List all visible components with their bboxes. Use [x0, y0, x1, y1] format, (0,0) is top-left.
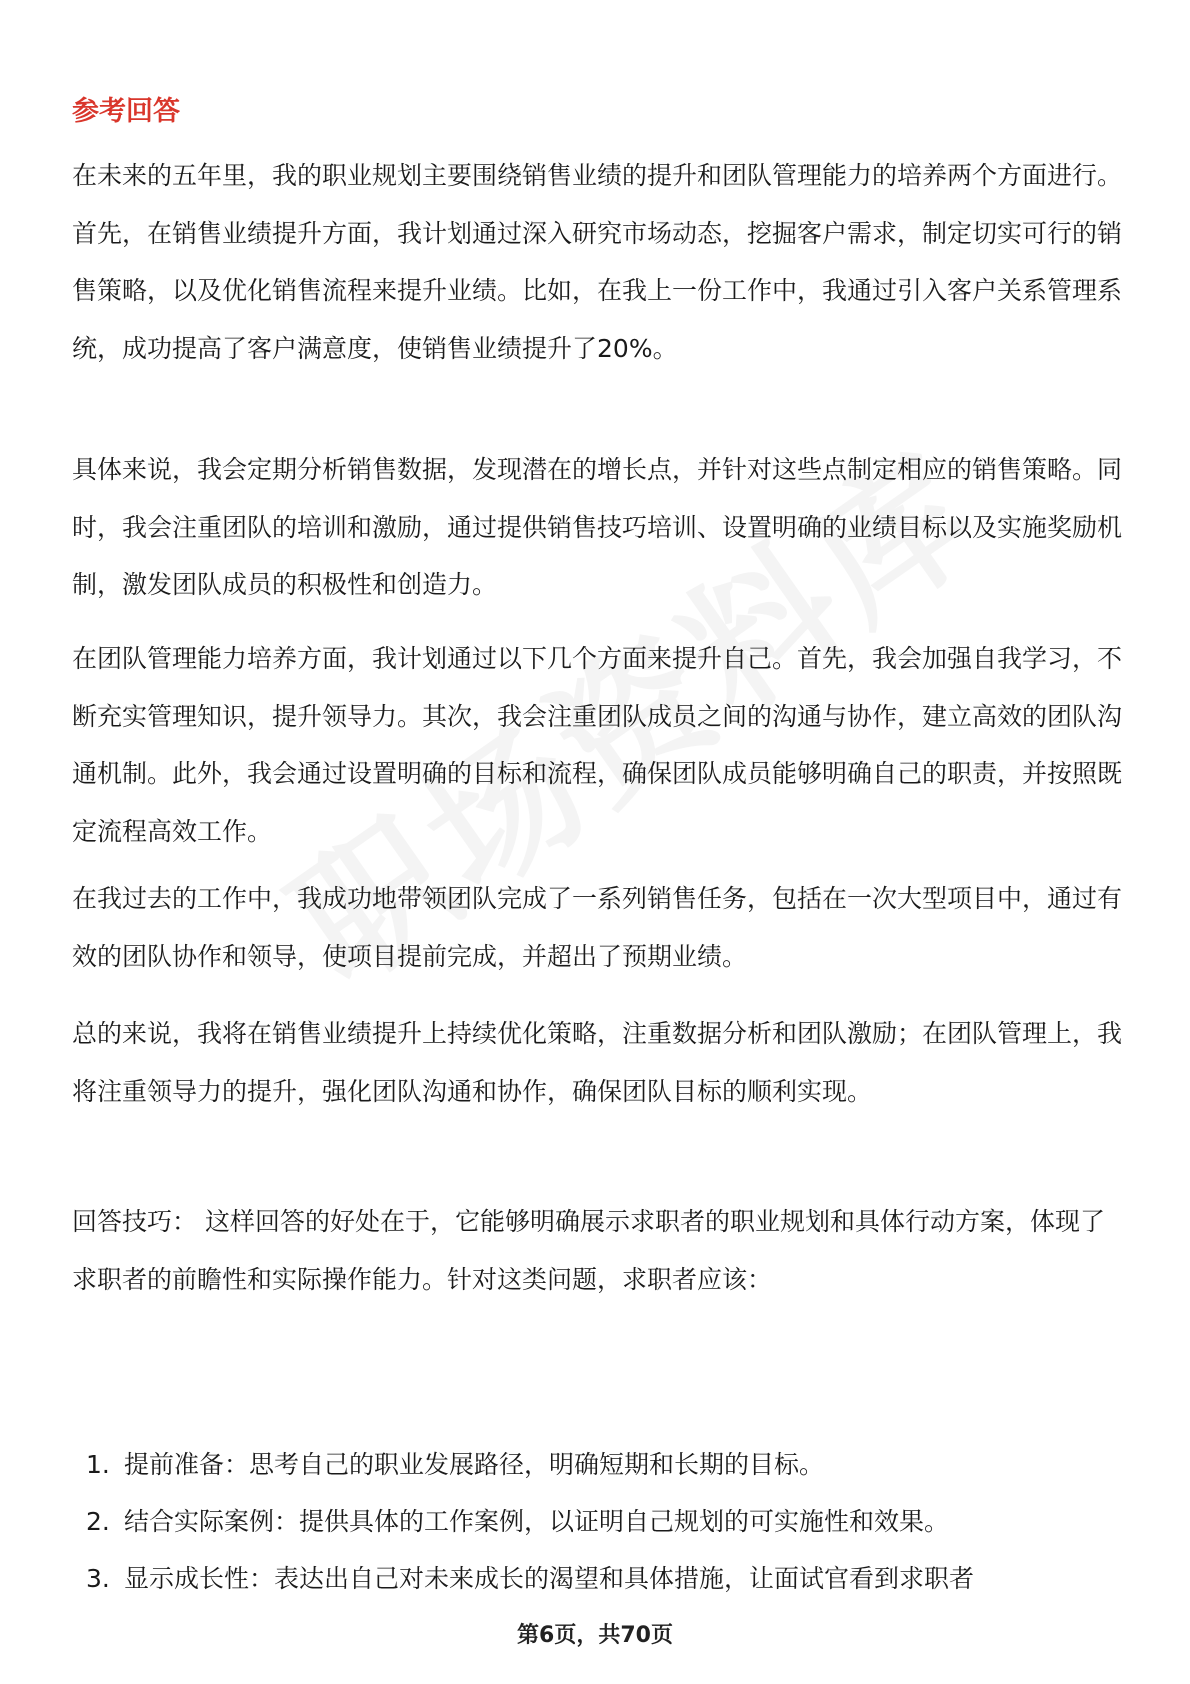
list-item-number: 3.	[86, 1564, 110, 1593]
list-item-text: 结合实际案例：提供具体的工作案例，以证明自己规划的可实施性和效果。	[124, 1507, 950, 1536]
list-item-text: 提前准备：思考自己的职业发展路径，明确短期和长期的目标。	[124, 1450, 825, 1479]
paragraph: 总的来说，我将在销售业绩提升上持续优化策略，注重数据分析和团队激励；在团队管理上，我将注重领导力的提升，强化团队沟通和协作，确保团队目标的顺利实现。	[72, 1019, 1123, 1106]
tips-paragraph: 回答技巧： 这样回答的好处在于，它能够明确展示求职者的职业规划和具体行动方案，体现了求职者的前瞻性和实际操作能力。针对这类问题，求职者应该：	[72, 1207, 1105, 1294]
paragraph: 具体来说，我会定期分析销售数据，发现潜在的增长点，并针对这些点制定相应的销售策略。同时，我会注重团队的培训和激励，通过提供销售技巧培训、设置明确的业绩目标以及实施奖励机制，激发团队成员的积极性和创造力。	[72, 455, 1123, 599]
page-number: 第6页，共70页	[517, 1623, 673, 1648]
list-item	[72, 1436, 1122, 1493]
list-item-text: 显示成长性：表达出自己对未来成长的渴望和具体措施，让面试官看到求职者	[124, 1564, 975, 1593]
list-item	[72, 1493, 1122, 1550]
list-item-number: 1.	[86, 1450, 110, 1479]
section-heading: 参考回答	[72, 96, 180, 127]
paragraph: 在未来的五年里，我的职业规划主要围绕销售业绩的提升和团队管理能力的培养两个方面进行。首先，在销售业绩提升方面，我计划通过深入研究市场动态，挖掘客户需求，制定切实可行的销售策略，以及优化销售流程来提升业绩。比如，在我上一份工作中，我通过引入客户关系管理系统，成功提高了客户满意度，使销售业绩提升了20%。	[72, 161, 1123, 363]
list-item-number: 2.	[86, 1507, 110, 1536]
paragraph: 在团队管理能力培养方面，我计划通过以下几个方面来提升自己。首先，我会加强自我学习，不断充实管理知识，提升领导力。其次，我会注重团队成员之间的沟通与协作，建立高效的团队沟通机制。此外，我会通过设置明确的目标和流程，确保团队成员能够明确自己的职责，并按照既定流程高效工作。	[72, 644, 1123, 846]
tips-list	[72, 1436, 1122, 1607]
paragraph: 在我过去的工作中，我成功地带领团队完成了一系列销售任务，包括在一次大型项目中，通过有效的团队协作和领导，使项目提前完成，并超出了预期业绩。	[72, 884, 1123, 971]
list-item	[72, 1550, 1122, 1607]
